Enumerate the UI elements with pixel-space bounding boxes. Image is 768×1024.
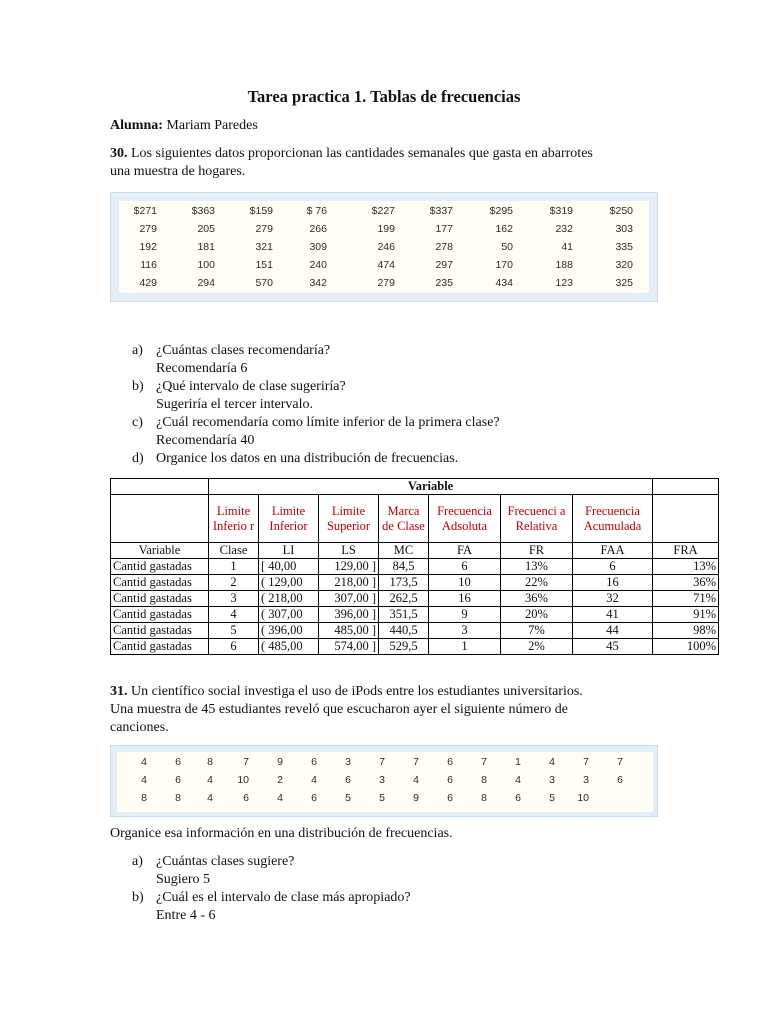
table-header-abbr: FAA <box>573 543 653 559</box>
data-cell: 170 <box>495 259 513 271</box>
data-cell: 1 <box>515 756 521 768</box>
table-cell: 45 <box>573 639 653 655</box>
data-cell: 151 <box>255 259 273 271</box>
page-title: Tarea practica 1. Tablas de frecuencias <box>247 87 521 106</box>
data-cell: 4 <box>515 774 521 786</box>
table-cell: 91% <box>653 607 719 623</box>
data-cell: 8 <box>481 774 487 786</box>
data-cell: 429 <box>139 277 157 289</box>
table-cell: 13% <box>501 559 573 575</box>
data-cell: $227 <box>371 205 395 217</box>
table-header-cell: Limite Inferio r <box>209 495 259 543</box>
table-cell: 2 <box>209 575 259 591</box>
data-cell: 7 <box>413 756 419 768</box>
data-cell: 325 <box>615 277 633 289</box>
question-answer: Recomendaría 6 <box>156 361 248 376</box>
table-cell: ( 307,00 <box>259 607 319 623</box>
data-cell: 205 <box>197 223 215 235</box>
data-cell: 297 <box>435 259 453 271</box>
table-cell: 3 <box>209 591 259 607</box>
data-cell: 9 <box>277 756 283 768</box>
data-cell: 100 <box>197 259 215 271</box>
problem-31-text-line3: canciones. <box>110 720 169 735</box>
data-cell: 232 <box>555 223 573 235</box>
data-cell: $319 <box>549 205 573 217</box>
table-cell: 4 <box>209 607 259 623</box>
question-label: b) <box>132 890 144 905</box>
table-cell: 262,5 <box>379 591 429 607</box>
table-cell: Cantid gastadas <box>111 591 209 607</box>
table-cell: 36% <box>501 591 573 607</box>
data-cell: 8 <box>175 792 181 804</box>
data-cell: 4 <box>277 792 283 804</box>
data-cell: 335 <box>615 241 633 253</box>
data-cell: 320 <box>615 259 633 271</box>
table-cell: 351,5 <box>379 607 429 623</box>
data-cell: $363 <box>191 205 215 217</box>
data-cell: 279 <box>377 277 395 289</box>
data-cell: 6 <box>617 774 623 786</box>
question-text: ¿Cuál es el intervalo de clase más apropiado? <box>156 890 411 905</box>
data-cell: 8 <box>141 792 147 804</box>
table-cell: 16 <box>573 575 653 591</box>
data-cell: 303 <box>615 223 633 235</box>
data-cell: 246 <box>377 241 395 253</box>
frequency-table <box>110 478 719 655</box>
data-cell: 6 <box>447 756 453 768</box>
data-cell: 116 <box>140 259 157 271</box>
data-cell: 5 <box>549 792 555 804</box>
table-row <box>111 623 719 639</box>
data-cell: $250 <box>609 205 633 217</box>
table-cell: 3 <box>429 623 501 639</box>
student-line <box>110 118 258 134</box>
data-cell: 240 <box>309 259 327 271</box>
table-header-cell <box>111 495 209 543</box>
student-name: Mariam Paredes <box>166 118 258 133</box>
table-cell: 1 <box>209 559 259 575</box>
data-cell: 3 <box>345 756 351 768</box>
data-cell: 123 <box>555 277 573 289</box>
table-cell: 100% <box>653 639 719 655</box>
data-cell: 10 <box>577 792 589 804</box>
data-cell: 41 <box>561 241 573 253</box>
table-cell: 218,00 ] <box>319 575 379 591</box>
table-cell: 173,5 <box>379 575 429 591</box>
table-cell: Cantid gastadas <box>111 575 209 591</box>
table-cell: 7% <box>501 623 573 639</box>
question-label: a) <box>132 854 143 869</box>
data-cell: $159 <box>249 205 273 217</box>
data-cell: 162 <box>495 223 513 235</box>
table-header-cell: Limite Inferior <box>259 495 319 543</box>
data-cell: 9 <box>413 792 419 804</box>
problem-30-data-grid <box>119 201 649 293</box>
question-text: ¿Qué intervalo de clase sugeriría? <box>156 379 346 394</box>
data-cell: 279 <box>139 223 157 235</box>
data-cell: 4 <box>311 774 317 786</box>
data-cell: 181 <box>197 241 215 253</box>
question-label: b) <box>132 379 144 394</box>
data-cell: 6 <box>515 792 521 804</box>
table-cell: 10 <box>429 575 501 591</box>
table-cell: ( 396,00 <box>259 623 319 639</box>
table-cell: 13% <box>653 559 719 575</box>
data-cell: 3 <box>379 774 385 786</box>
data-cell: 6 <box>243 792 249 804</box>
data-cell: 7 <box>617 756 623 768</box>
data-cell: 235 <box>435 277 453 289</box>
data-cell: 8 <box>207 756 213 768</box>
student-label: Alumna: <box>110 118 163 133</box>
data-cell: 6 <box>175 774 181 786</box>
table-cell: [ 40,00 <box>259 559 319 575</box>
data-cell: 6 <box>447 792 453 804</box>
problem-30-statement <box>110 145 593 181</box>
table-cell: 6 <box>429 559 501 575</box>
table-cell: Cantid gastadas <box>111 559 209 575</box>
data-cell: 7 <box>243 756 249 768</box>
problem-30-text-line1: Los siguientes datos proporcionan las cantidades semanales que gasta en abarrotes <box>131 146 593 161</box>
table-header-cell: Frecuenci a Relativa <box>501 495 573 543</box>
problem-31-number: 31. <box>110 684 128 699</box>
table-header-abbr: MC <box>379 543 429 559</box>
table-header-cell: Marca de Clase <box>379 495 429 543</box>
problem-30-text-line2: una muestra de hogares. <box>110 164 246 179</box>
problem-31-data-grid <box>117 752 653 812</box>
data-cell: 3 <box>583 774 589 786</box>
data-cell: 6 <box>311 756 317 768</box>
data-cell: 7 <box>379 756 385 768</box>
data-cell: 266 <box>309 223 327 235</box>
data-cell: 4 <box>141 756 147 768</box>
table-group-header: Variable <box>209 479 653 495</box>
table-header-cell: Frecuencia Adsoluta <box>429 495 501 543</box>
data-cell: 177 <box>435 223 453 235</box>
question-label: c) <box>132 415 143 430</box>
problem-30-number: 30. <box>110 146 128 161</box>
table-cell: 84,5 <box>379 559 429 575</box>
table-cell: 71% <box>653 591 719 607</box>
table-cell: 22% <box>501 575 573 591</box>
data-cell: 4 <box>141 774 147 786</box>
data-cell: 10 <box>237 774 249 786</box>
table-cell: 5 <box>209 623 259 639</box>
data-cell: 50 <box>501 241 513 253</box>
table-cell: 6 <box>573 559 653 575</box>
data-cell: 4 <box>549 756 555 768</box>
question-answer: Sugeriría el tercer intervalo. <box>156 397 314 412</box>
table-header-abbr: Variable <box>111 543 209 559</box>
problem-31-text-line2: Una muestra de 45 estudiantes reveló que escucharon ayer el siguiente número de <box>110 702 568 717</box>
table-row <box>111 575 719 591</box>
table-cell: 98% <box>653 623 719 639</box>
table-header-cell: Limite Superior <box>319 495 379 543</box>
question-answer: Recomendaría 40 <box>156 433 255 448</box>
data-cell: $271 <box>133 205 157 217</box>
data-cell: 434 <box>495 277 513 289</box>
data-cell: 321 <box>255 241 273 253</box>
table-cell: 307,00 ] <box>319 591 379 607</box>
data-cell: 8 <box>481 792 487 804</box>
table-cell: 36% <box>653 575 719 591</box>
table-header-abbr: FA <box>429 543 501 559</box>
table-cell: 9 <box>429 607 501 623</box>
data-cell: 309 <box>309 241 327 253</box>
data-cell: 5 <box>345 792 351 804</box>
data-cell: $295 <box>489 205 513 217</box>
table-cell: 574,00 ] <box>319 639 379 655</box>
question-text: ¿Cuál recomendaría como límite inferior de la primera clase? <box>156 415 500 430</box>
problem-31-text-line1: Un científico social investiga el uso de iPods entre los estudiantes universitarios. <box>131 684 583 699</box>
question-text: Organice los datos en una distribución de frecuencias. <box>156 451 459 466</box>
table-cell: 32 <box>573 591 653 607</box>
table-header-abbr: FR <box>501 543 573 559</box>
data-cell: 4 <box>207 774 213 786</box>
table-cell: 529,5 <box>379 639 429 655</box>
table-row <box>111 639 719 655</box>
table-header-abbr: FRA <box>653 543 719 559</box>
problem-31-instruction: Organice esa información en una distribución de frecuencias. <box>110 826 453 841</box>
data-cell: 7 <box>481 756 487 768</box>
data-cell: $337 <box>429 205 453 217</box>
table-cell: Cantid gastadas <box>111 623 209 639</box>
question-label: a) <box>132 343 143 358</box>
data-cell: 7 <box>583 756 589 768</box>
table-header-abbr: LI <box>259 543 319 559</box>
question-answer: Entre 4 - 6 <box>156 908 216 923</box>
table-header-cell: Frecuencia Acumulada <box>573 495 653 543</box>
table-header-abbr: Clase <box>209 543 259 559</box>
table-row <box>111 591 719 607</box>
data-cell: 6 <box>311 792 317 804</box>
table-cell: ( 485,00 <box>259 639 319 655</box>
table-cell: 396,00 ] <box>319 607 379 623</box>
data-cell: 199 <box>377 223 395 235</box>
table-group-empty-left <box>111 479 209 495</box>
table-cell: Cantid gastadas <box>111 607 209 623</box>
data-cell: 6 <box>175 756 181 768</box>
table-cell: 6 <box>209 639 259 655</box>
table-row <box>111 607 719 623</box>
problem-30-data-image <box>110 192 658 302</box>
data-cell: 6 <box>447 774 453 786</box>
data-cell: 6 <box>345 774 351 786</box>
data-cell: 2 <box>277 774 283 786</box>
data-cell: $ 76 <box>306 205 327 217</box>
data-cell: 342 <box>309 277 327 289</box>
question-text: ¿Cuántas clases sugiere? <box>156 854 295 869</box>
table-cell: 41 <box>573 607 653 623</box>
data-cell: 278 <box>435 241 453 253</box>
data-cell: 192 <box>139 241 157 253</box>
data-cell: 188 <box>555 259 573 271</box>
question-answer: Sugiero 5 <box>156 872 211 887</box>
data-cell: 279 <box>255 223 273 235</box>
data-cell: 474 <box>377 259 395 271</box>
table-cell: ( 218,00 <box>259 591 319 607</box>
data-cell: 570 <box>255 277 273 289</box>
table-group-empty-right <box>653 479 719 495</box>
table-cell: 20% <box>501 607 573 623</box>
data-cell: 5 <box>379 792 385 804</box>
table-cell: ( 129,00 <box>259 575 319 591</box>
table-cell: 16 <box>429 591 501 607</box>
table-cell: Cantid gastadas <box>111 639 209 655</box>
table-cell: 440,5 <box>379 623 429 639</box>
table-row <box>111 559 719 575</box>
question-text: ¿Cuántas clases recomendaría? <box>156 343 331 358</box>
data-cell: 294 <box>197 277 215 289</box>
table-header-cell <box>653 495 719 543</box>
problem-31-statement <box>110 683 583 737</box>
table-cell: 485,00 ] <box>319 623 379 639</box>
table-header-abbr: LS <box>319 543 379 559</box>
table-cell: 1 <box>429 639 501 655</box>
table-cell: 44 <box>573 623 653 639</box>
table-cell: 2% <box>501 639 573 655</box>
question-label: d) <box>132 451 144 466</box>
data-cell: 4 <box>207 792 213 804</box>
table-cell: 129,00 ] <box>319 559 379 575</box>
data-cell: 4 <box>413 774 419 786</box>
data-cell: 3 <box>549 774 555 786</box>
problem-31-data-image <box>110 745 658 817</box>
